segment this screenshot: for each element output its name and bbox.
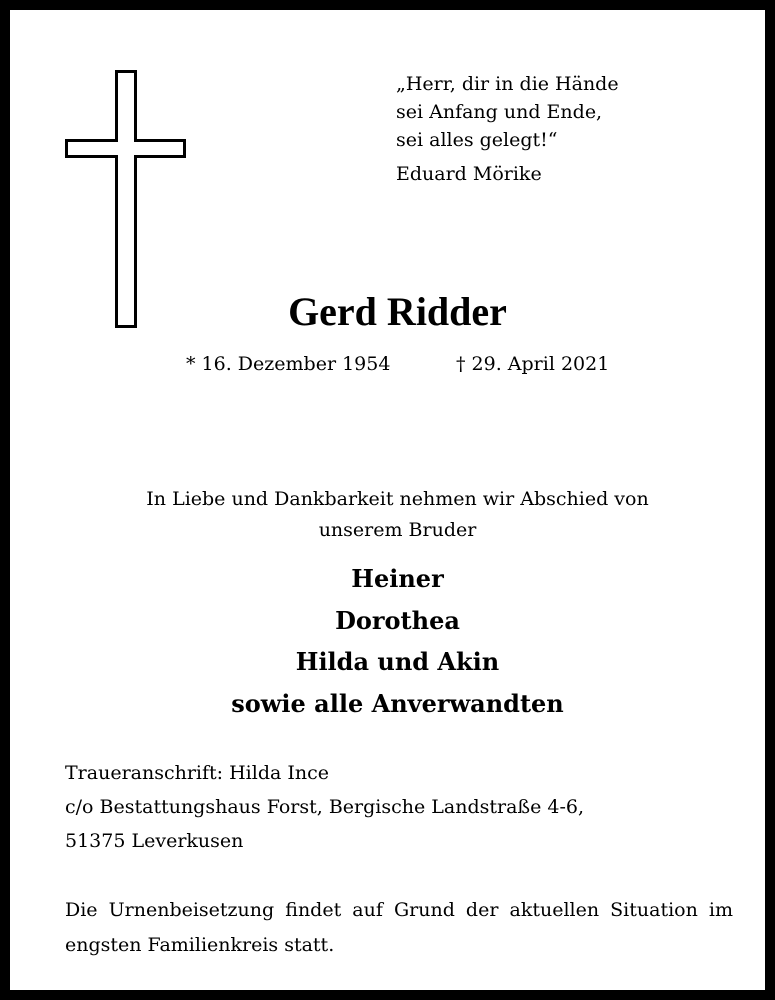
deceased-name: Gerd Ridder <box>288 289 507 334</box>
farewell-line: In Liebe und Dankbarkeit nehmen wir Abschied von <box>146 488 649 510</box>
birth-date: * 16. Dezember 1954 <box>186 353 391 375</box>
farewell-line: unserem Bruder <box>318 519 477 541</box>
mourner-name: sowie alle Anverwandten <box>231 688 564 718</box>
mourners-list <box>10 558 775 724</box>
mourner-name: Dorothea <box>335 605 460 635</box>
address-line: c/o Bestattungshaus Forst, Bergische Landstraße 4-6, <box>65 796 585 818</box>
bible-quote <box>396 70 736 188</box>
mourning-address <box>65 756 745 858</box>
quote-line: sei Anfang und Ende, <box>396 101 603 123</box>
burial-note <box>65 893 733 963</box>
note-line: engsten Familienkreis statt. <box>65 934 335 956</box>
quote-author: Eduard Mörike <box>396 163 542 185</box>
quote-line: „Herr, dir in die Hände <box>396 73 619 95</box>
mourner-name: Hilda und Akin <box>295 647 500 676</box>
address-line: 51375 Leverkusen <box>65 830 244 852</box>
mourner-name: Heiner <box>351 564 444 593</box>
farewell-text <box>10 484 775 546</box>
quote-line: sei alles gelegt!“ <box>396 129 558 151</box>
address-line: Traueranschrift: Hilda Ince <box>65 762 329 784</box>
note-line: Die Urnenbeisetzung findet auf Grund der aktuellen Situation im <box>65 899 733 921</box>
death-date: † 29. April 2021 <box>456 353 610 375</box>
